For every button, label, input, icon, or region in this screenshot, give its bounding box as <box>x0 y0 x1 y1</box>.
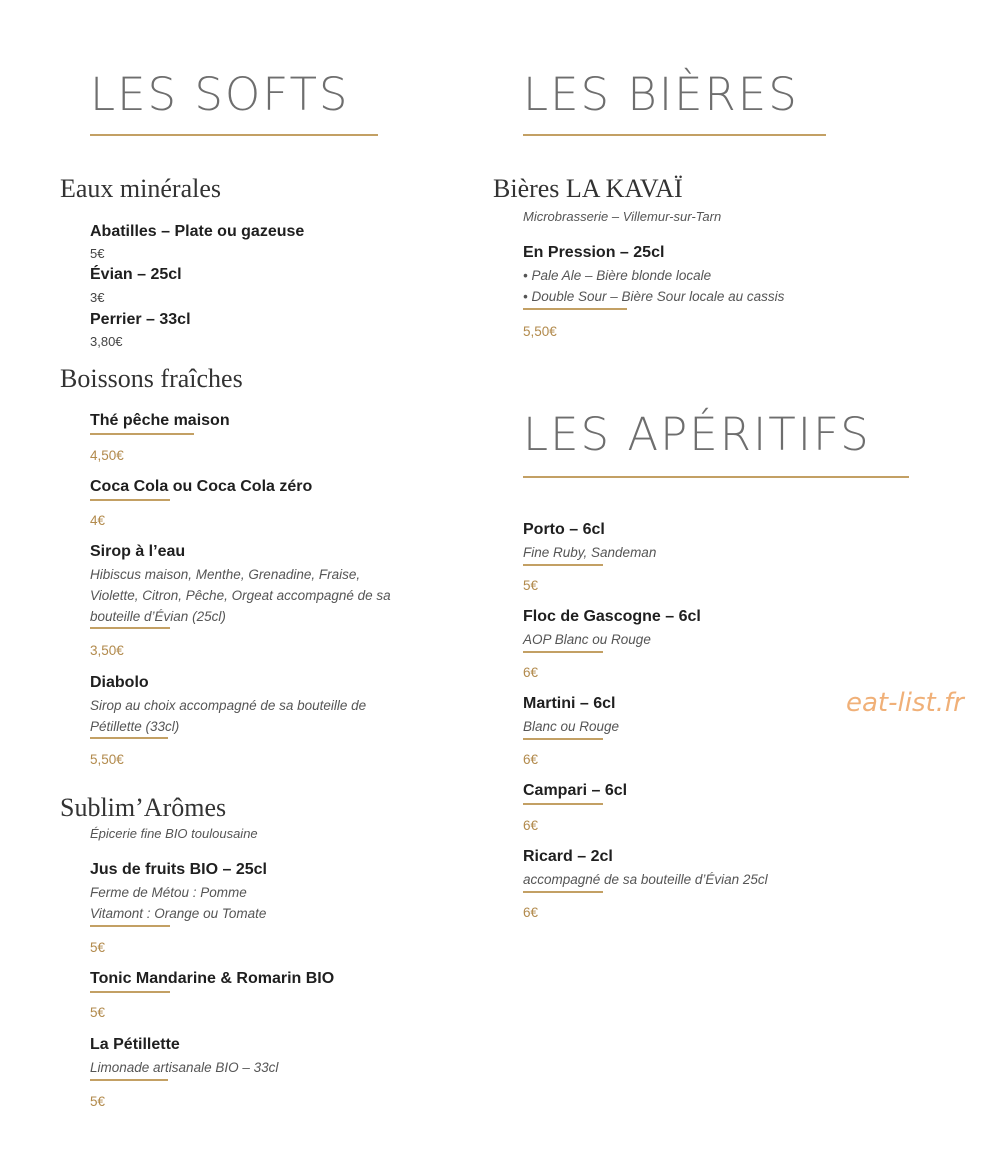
price-coca-cola: 4€ <box>90 513 106 528</box>
bieres-kavai-subtitle: Microbrasserie – Villemur-sur-Tarn <box>523 209 722 224</box>
item-underline <box>90 627 170 629</box>
desc-line: Fine Ruby, Sandeman <box>523 545 657 560</box>
sublim-aromes-heading: Sublim’Arômes <box>60 793 227 822</box>
price-ricard: 6€ <box>523 905 539 920</box>
desc-la-petillette <box>90 1057 278 1078</box>
softs-title-rule <box>90 134 378 136</box>
item-underline <box>90 737 168 739</box>
item-underline <box>90 925 170 927</box>
price-campari: 6€ <box>523 818 539 833</box>
item-underline <box>90 499 170 501</box>
sublim-aromes-subtitle: Épicerie fine BIO toulousaine <box>90 826 258 841</box>
menu-item-evian: Évian – 25cl <box>90 266 182 283</box>
menu-item-en-pression: En Pression – 25cl <box>523 244 665 261</box>
desc-line: • Pale Ale – Bière blonde locale <box>523 268 712 283</box>
desc-line: accompagné de sa bouteille d’Évian 25cl <box>523 872 768 887</box>
desc-martini <box>523 716 619 737</box>
menu-item-perrier: Perrier – 33cl <box>90 311 191 328</box>
menu-item-la-petillette: La Pétillette <box>90 1036 180 1053</box>
menu-item-martini: Martini – 6cl <box>523 695 616 712</box>
price-en-pression: 5,50€ <box>523 324 557 339</box>
menu-item-sirop: Sirop à l’eau <box>90 543 186 560</box>
desc-en-pression <box>523 265 784 307</box>
menu-item-campari: Campari – 6cl <box>523 782 628 799</box>
desc-line: Blanc ou Rouge <box>523 719 620 734</box>
item-underline <box>523 564 603 566</box>
item-underline <box>523 738 603 740</box>
desc-line: Ferme de Métou : Pomme <box>90 885 247 900</box>
item-underline <box>523 308 627 310</box>
desc-sirop <box>90 564 391 627</box>
eaux-minerales-heading: Eaux minérales <box>60 174 221 203</box>
boissons-fraiches-heading: Boissons fraîches <box>60 364 243 393</box>
item-underline <box>90 1079 168 1081</box>
price-martini: 6€ <box>523 752 539 767</box>
price-evian: 3€ <box>90 290 105 305</box>
price-diabolo: 5,50€ <box>90 752 124 767</box>
desc-line: bouteille d’Évian (25cl) <box>90 609 226 624</box>
desc-line: AOP Blanc ou Rouge <box>523 632 651 647</box>
menu-item-diabolo: Diabolo <box>90 674 149 691</box>
desc-floc-de-gascogne <box>523 629 651 650</box>
bieres-kavai-heading: Bières LA KAVAÏ <box>493 174 683 203</box>
desc-line: Sirop au choix accompagné de sa bouteille de <box>90 698 367 713</box>
bieres-title-rule <box>523 134 826 136</box>
menu-item-ricard: Ricard – 2cl <box>523 848 613 865</box>
price-sirop: 3,50€ <box>90 643 124 658</box>
desc-jus-de-fruits <box>90 882 266 924</box>
desc-line: Pétillette (33cl) <box>90 719 180 734</box>
price-abatilles: 5€ <box>90 246 105 261</box>
desc-porto <box>523 542 656 563</box>
menu-item-porto: Porto – 6cl <box>523 521 605 538</box>
menu-item-jus-de-fruits: Jus de fruits BIO – 25cl <box>90 861 267 878</box>
price-floc-de-gascogne: 6€ <box>523 665 539 680</box>
item-underline <box>523 803 603 805</box>
menu-item-tonic: Tonic Mandarine & Romarin BIO <box>90 970 335 987</box>
price-perrier: 3,80€ <box>90 334 123 349</box>
item-underline <box>90 433 194 435</box>
aperitifs-title: LES APÉRITIFS <box>523 408 871 461</box>
price-the-peche: 4,50€ <box>90 448 124 463</box>
watermark-eat-list: eat-list.fr <box>846 688 964 718</box>
item-underline <box>523 651 603 653</box>
desc-line: Vitamont : Orange ou Tomate <box>90 906 267 921</box>
desc-line: Violette, Citron, Pêche, Orgeat accompagné de sa <box>90 588 391 603</box>
desc-line: Limonade artisanale BIO – 33cl <box>90 1060 279 1075</box>
price-la-petillette: 5€ <box>90 1094 106 1109</box>
menu-item-coca-cola: Coca Cola ou Coca Cola zéro <box>90 478 313 495</box>
desc-line: Hibiscus maison, Menthe, Grenadine, Fraise, <box>90 567 361 582</box>
aperitifs-title-rule <box>523 476 909 478</box>
price-tonic: 5€ <box>90 1005 106 1020</box>
softs-title: LES SOFTS <box>90 68 350 121</box>
desc-line: • Double Sour – Bière Sour locale au cassis <box>523 289 785 304</box>
item-underline <box>90 991 170 993</box>
item-underline <box>523 891 603 893</box>
desc-diabolo <box>90 695 366 737</box>
menu-item-abatilles: Abatilles – Plate ou gazeuse <box>90 223 305 240</box>
menu-item-the-peche: Thé pêche maison <box>90 412 230 429</box>
price-jus-de-fruits: 5€ <box>90 940 106 955</box>
price-porto: 5€ <box>523 578 539 593</box>
menu-item-floc-de-gascogne: Floc de Gascogne – 6cl <box>523 608 701 625</box>
desc-ricard <box>523 869 768 890</box>
bieres-title: LES BIÈRES <box>523 68 799 121</box>
